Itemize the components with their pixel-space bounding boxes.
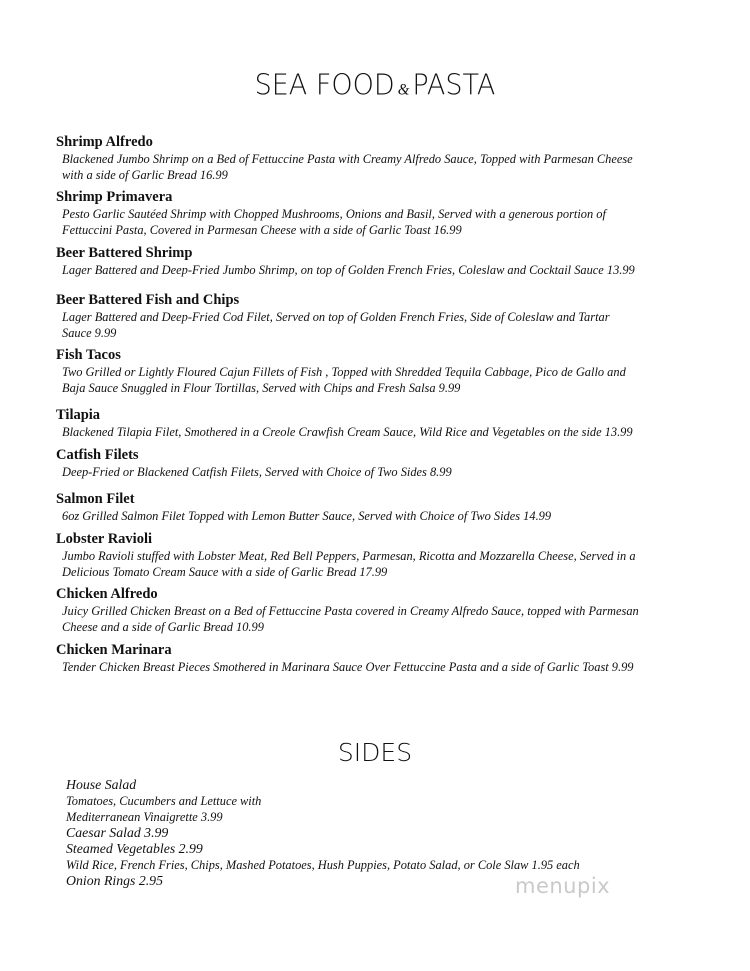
- menu-item-description-line: Blackened Jumbo Shrimp on a Bed of Fettuccine Pasta with Creamy Alfredo Sauce, Topped with Parmesan Cheese: [62, 152, 633, 166]
- menu-item: [56, 134, 706, 183]
- menu-item-description-line: Tender Chicken Breast Pieces Smothered in Marinara Sauce Over Fettuccine Pasta and a side of Garlic Toast 9.99: [62, 660, 634, 674]
- menu-item-description: [56, 549, 706, 580]
- menu-item: [56, 531, 706, 580]
- menu-item-description: [56, 425, 706, 441]
- side-item-line: Caesar Salad 3.99: [66, 825, 169, 840]
- menu-item-name: Tilapia: [56, 407, 101, 423]
- menu-item-description-line: Deep-Fried or Blackened Catfish Filets, Served with Choice of Two Sides 8.99: [62, 465, 452, 479]
- menu-item: [56, 447, 706, 481]
- menu-item-description-line: Delicious Tomato Cream Sauce with a side of Garlic Bread 17.99: [62, 564, 388, 579]
- menu-item-description-line: Sauce 9.99: [62, 325, 117, 340]
- menu-item-description-line: Jumbo Ravioli stuffed with Lobster Meat, Red Bell Peppers, Parmesan, Ricotta and Mozzarella Cheese, Served in a: [62, 549, 636, 563]
- menu-item-description-line: Fettuccini Pasta, Covered in Parmesan Cheese with a side of Garlic Toast 16.99: [62, 222, 462, 237]
- title-ampersand: &: [397, 81, 410, 99]
- title-right: PASTA: [412, 69, 496, 102]
- menu-item-description-line: Lager Battered and Deep-Fried Cod Filet, Served on top of Golden French Fries, Side of Coleslaw and Tartar: [62, 310, 610, 324]
- menu-item-name: Fish Tacos: [56, 347, 121, 363]
- menu-item: [56, 189, 706, 238]
- side-item-line: Tomatoes, Cucumbers and Lettuce with: [66, 794, 262, 808]
- menu-item-name: Beer Battered Fish and Chips: [56, 292, 240, 308]
- menu-item-name: Shrimp Primavera: [56, 189, 173, 205]
- menu-item-name: Chicken Alfredo: [56, 586, 158, 602]
- menu-item-name: Lobster Ravioli: [56, 531, 152, 547]
- menu-item-description-line: Two Grilled or Lightly Floured Cajun Fillets of Fish , Topped with Shredded Tequila Cabbage, Pico de Gallo and: [62, 365, 626, 379]
- menu-item-name: Beer Battered Shrimp: [56, 245, 193, 261]
- menu-item-description: [56, 465, 706, 481]
- menu-item-description: [56, 660, 706, 676]
- side-item-line: Mediterranean Vinaigrette 3.99: [66, 810, 223, 824]
- menu-item-description-line: Cheese and a side of Garlic Bread 10.99: [62, 619, 264, 634]
- menu-item-name: Catfish Filets: [56, 447, 139, 463]
- menu-item-name: Chicken Marinara: [56, 642, 172, 658]
- menu-item-description-line: Baja Sauce Snuggled in Flour Tortillas, Served with Chips and Fresh Salsa 9.99: [62, 380, 461, 395]
- menu-item-name: Salmon Filet: [56, 491, 135, 507]
- menu-item: [56, 292, 706, 341]
- side-item-line: Wild Rice, French Fries, Chips, Mashed Potatoes, Hush Puppies, Potato Salad, or Cole Slaw 1.95 each: [66, 858, 580, 872]
- menu-item-description-line: with a side of Garlic Bread 16.99: [62, 167, 228, 182]
- menu-item: [56, 347, 706, 396]
- side-item-line: House Salad: [66, 777, 137, 792]
- page-title: [0, 69, 750, 102]
- menu-item-description: [56, 310, 706, 341]
- menu-item-description-line: 6oz Grilled Salmon Filet Topped with Lemon Butter Sauce, Served with Choice of Two Sides 14.99: [62, 509, 552, 523]
- side-item-line: Onion Rings 2.95: [66, 873, 163, 888]
- menu-item: [56, 407, 706, 441]
- menu-item-description: [56, 152, 706, 183]
- menu-item: [56, 642, 706, 676]
- menu-item-description-line: Blackened Tilapia Filet, Smothered in a Creole Crawfish Cream Sauce, Wild Rice and Vegetables on the side 13.99: [62, 425, 633, 439]
- menu-item-description: [56, 604, 706, 635]
- sides-list: [66, 777, 706, 889]
- menu-item: [56, 586, 706, 635]
- menu-item-description-line: Juicy Grilled Chicken Breast on a Bed of Fettuccine Pasta covered in Creamy Alfredo Sauce, topped with Parmesan: [62, 604, 639, 618]
- menu-item-description: [56, 509, 706, 525]
- menu-item-description: [56, 365, 706, 396]
- menu-item-description-line: Pesto Garlic Sautéed Shrimp with Chopped Mushrooms, Onions and Basil, Served with a generous portion of: [62, 207, 606, 221]
- menupix-watermark: menupix: [515, 874, 611, 898]
- menu-item-description: [56, 263, 706, 279]
- title-left: SEA FOOD: [254, 69, 395, 102]
- menu-item: [56, 491, 706, 525]
- sides-title: SIDES: [337, 738, 413, 767]
- menu-item-name: Shrimp Alfredo: [56, 134, 153, 150]
- menu-item-description: [56, 207, 706, 238]
- side-item-line: Steamed Vegetables 2.99: [66, 841, 203, 856]
- menu-item-description-line: Lager Battered and Deep-Fried Jumbo Shrimp, on top of Golden French Fries, Coleslaw and Cocktail Sauce 13.99: [62, 263, 635, 277]
- menu-item: [56, 245, 706, 279]
